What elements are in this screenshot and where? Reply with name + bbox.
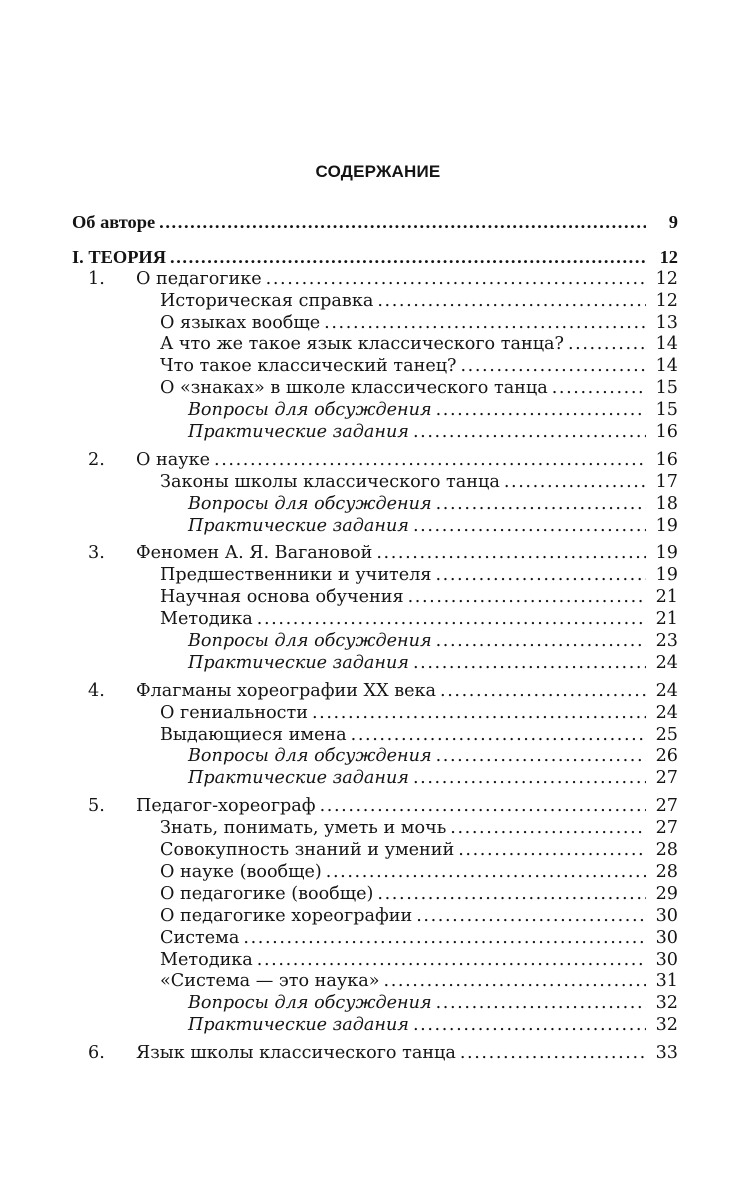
dot-leader (326, 862, 646, 884)
toc-entry[interactable] (72, 291, 678, 313)
toc-entry-page-number: 12 (655, 290, 678, 311)
toc-entry[interactable] (72, 681, 678, 703)
toc-entry[interactable] (72, 1015, 678, 1037)
toc-entry[interactable] (72, 400, 678, 422)
dot-leader (413, 768, 646, 790)
toc-entry-page-number: 14 (655, 356, 678, 377)
toc-entry-number: 6. (88, 1043, 105, 1064)
toc-entry-title: Феномен А. Я. Вагановой (136, 543, 373, 564)
toc-entry[interactable] (72, 928, 678, 950)
toc-entry-page-number: 24 (655, 680, 678, 701)
toc-entry-title: Система (160, 927, 240, 948)
toc-entry-page-number: 24 (655, 652, 678, 673)
toc-entry-page-number: 28 (655, 840, 678, 861)
toc-entry[interactable] (72, 796, 678, 818)
toc-entry-title: Предшественники и учителя (160, 565, 432, 586)
toc-entry-title: О педагогике хореографии (160, 905, 413, 926)
toc-entry-title: Методика (160, 949, 253, 970)
toc-entry-title: О науке (136, 449, 210, 470)
toc-entry-page-number: 14 (655, 334, 678, 355)
toc-entry-title: О педагогике (вообще) (160, 883, 374, 904)
toc-entry-page-number: 21 (655, 609, 678, 630)
dot-leader (413, 653, 646, 675)
toc-entry-title: Вопросы для обсуждения (188, 746, 432, 767)
toc-entry-title: Об авторе (72, 212, 156, 232)
toc-entry[interactable] (72, 565, 678, 587)
dot-leader (436, 993, 646, 1015)
toc-entry-page-number: 27 (655, 768, 678, 789)
toc-entry-title: I. ТЕОРИЯ (72, 246, 167, 267)
toc-entry[interactable] (72, 862, 678, 884)
toc-entry[interactable] (72, 356, 678, 378)
toc-entry[interactable] (72, 768, 678, 790)
dot-leader (552, 378, 646, 400)
toc-entry-page-number: 12 (659, 246, 678, 267)
toc-entry-number: 5. (88, 796, 105, 817)
toc-entry-title: Выдающиеся имена (160, 724, 347, 745)
toc-entry-title: О «знаках» в школе классического танца (160, 378, 548, 399)
toc-entry-number: 2. (88, 449, 105, 470)
dot-leader (257, 609, 646, 631)
toc-entry[interactable] (72, 653, 678, 675)
toc-entry-page-number: 18 (655, 493, 678, 514)
toc-entry-title: Историческая справка (160, 290, 374, 311)
toc-entry[interactable] (72, 269, 678, 291)
dot-leader (413, 422, 646, 444)
toc-entry-page-number: 15 (655, 400, 678, 421)
toc-entry-page-number: 9 (668, 212, 678, 232)
dot-leader (450, 818, 646, 840)
toc-entry-page-number: 16 (655, 449, 678, 470)
toc-entry[interactable] (72, 212, 678, 234)
dot-leader (324, 313, 646, 335)
toc-entry-page-number: 27 (655, 796, 678, 817)
dot-leader (377, 291, 646, 313)
toc-entry-number: 4. (88, 680, 105, 701)
dot-leader (458, 840, 646, 862)
dot-leader (377, 884, 646, 906)
toc-entry-title: Вопросы для обсуждения (188, 400, 432, 421)
toc-entry-title: О педагогике (136, 268, 262, 289)
toc-entry[interactable] (72, 884, 678, 906)
toc-entry-title: Вопросы для обсуждения (188, 993, 432, 1014)
toc-entry[interactable] (72, 703, 678, 725)
dot-leader (568, 334, 646, 356)
toc-entry-page-number: 30 (655, 949, 678, 970)
toc-entry-page-number: 33 (655, 1043, 678, 1064)
toc-entry[interactable] (72, 378, 678, 400)
toc-entry-page-number: 29 (655, 883, 678, 904)
toc-entry-page-number: 17 (655, 471, 678, 492)
toc-entry-title: Педагог-хореограф (136, 796, 316, 817)
toc-entry[interactable] (72, 631, 678, 653)
toc-entry-page-number: 23 (655, 631, 678, 652)
toc-entry-page-number: 12 (655, 268, 678, 289)
toc-entry[interactable] (72, 247, 678, 269)
toc-entry-page-number: 27 (655, 818, 678, 839)
toc-entry[interactable] (72, 840, 678, 862)
toc-entry[interactable] (72, 818, 678, 840)
toc-entry-title: О науке (вообще) (160, 861, 322, 882)
dot-leader (170, 247, 646, 269)
dot-leader (243, 928, 646, 950)
toc-entry-title: Научная основа обучения (160, 587, 404, 608)
toc-entry-title: Язык школы классического танца (136, 1043, 456, 1064)
dot-leader (436, 494, 646, 516)
dot-leader (384, 971, 647, 993)
toc-entry-number: 3. (88, 543, 105, 564)
toc-entry-title: А что же такое язык классического танца? (160, 334, 564, 355)
toc-entry[interactable] (72, 313, 678, 335)
dot-leader (460, 1043, 646, 1065)
toc-entry-page-number: 30 (655, 905, 678, 926)
toc-entry-page-number: 13 (655, 312, 678, 333)
toc-entry-title: Практические задания (188, 515, 409, 536)
toc-entry[interactable] (72, 422, 678, 444)
toc-entry[interactable] (72, 543, 678, 565)
toc-entry-title: Практические задания (188, 652, 409, 673)
toc-entry-title: Флагманы хореографии XX века (136, 680, 436, 701)
toc-entry[interactable] (72, 906, 678, 928)
toc-entry[interactable] (72, 950, 678, 972)
toc-entry[interactable] (72, 971, 678, 993)
toc-entry-page-number: 24 (655, 702, 678, 723)
dot-leader (351, 725, 646, 747)
dot-leader (440, 681, 646, 703)
dot-leader (416, 906, 646, 928)
toc-entry-title: Знать, понимать, уметь и мочь (160, 818, 447, 839)
dot-leader (320, 796, 646, 818)
dot-leader (257, 950, 646, 972)
toc-entry[interactable] (72, 516, 678, 538)
table-of-contents (72, 212, 678, 1065)
toc-entry-title: Практические задания (188, 768, 409, 789)
dot-leader (159, 212, 646, 234)
toc-entry[interactable] (72, 1043, 678, 1065)
page-title: СОДЕРЖАНИЕ (315, 162, 441, 181)
toc-entry-page-number: 21 (655, 587, 678, 608)
toc-entry[interactable] (72, 472, 678, 494)
toc-entry[interactable] (72, 334, 678, 356)
toc-entry-title: «Система — это наука» (160, 971, 380, 992)
toc-entry-title: О языках вообще (160, 312, 321, 333)
toc-entry-title: Совокупность знаний и умений (160, 840, 455, 861)
toc-entry-page-number: 32 (655, 993, 678, 1014)
dot-leader (436, 746, 646, 768)
dot-leader (214, 450, 646, 472)
toc-entry-page-number: 30 (655, 927, 678, 948)
toc-entry-page-number: 15 (655, 378, 678, 399)
toc-entry-page-number: 19 (655, 515, 678, 536)
dot-leader (376, 543, 646, 565)
dot-leader (413, 1015, 646, 1037)
dot-leader (460, 356, 646, 378)
toc-entry[interactable] (72, 609, 678, 631)
toc-entry[interactable] (72, 993, 678, 1015)
toc-entry-page-number: 28 (655, 861, 678, 882)
toc-entry-page-number: 32 (655, 1015, 678, 1036)
dot-leader (436, 400, 646, 422)
toc-entry[interactable] (72, 450, 678, 472)
toc-entry-title: Что такое классический танец? (160, 356, 457, 377)
dot-leader (408, 587, 646, 609)
dot-leader (436, 631, 646, 653)
toc-entry-title: Практические задания (188, 1015, 409, 1036)
toc-entry-title: Практические задания (188, 422, 409, 443)
dot-leader (266, 269, 646, 291)
dot-leader (312, 703, 646, 725)
toc-entry-page-number: 31 (655, 971, 678, 992)
toc-entry-page-number: 19 (655, 565, 678, 586)
toc-entry-page-number: 19 (655, 543, 678, 564)
toc-entry-number: 1. (88, 268, 105, 289)
toc-entry-title: Методика (160, 609, 253, 630)
dot-leader (504, 472, 646, 494)
toc-entry-title: О гениальности (160, 702, 308, 723)
toc-entry-title: Законы школы классического танца (160, 471, 500, 492)
dot-leader (435, 565, 646, 587)
toc-entry-page-number: 26 (655, 746, 678, 767)
toc-entry[interactable] (72, 725, 678, 747)
toc-entry-page-number: 16 (655, 422, 678, 443)
toc-entry[interactable] (72, 746, 678, 768)
dot-leader (413, 516, 646, 538)
toc-entry-title: Вопросы для обсуждения (188, 493, 432, 514)
toc-entry-title: Вопросы для обсуждения (188, 631, 432, 652)
toc-entry[interactable] (72, 587, 678, 609)
toc-entry[interactable] (72, 494, 678, 516)
toc-entry-page-number: 25 (655, 724, 678, 745)
